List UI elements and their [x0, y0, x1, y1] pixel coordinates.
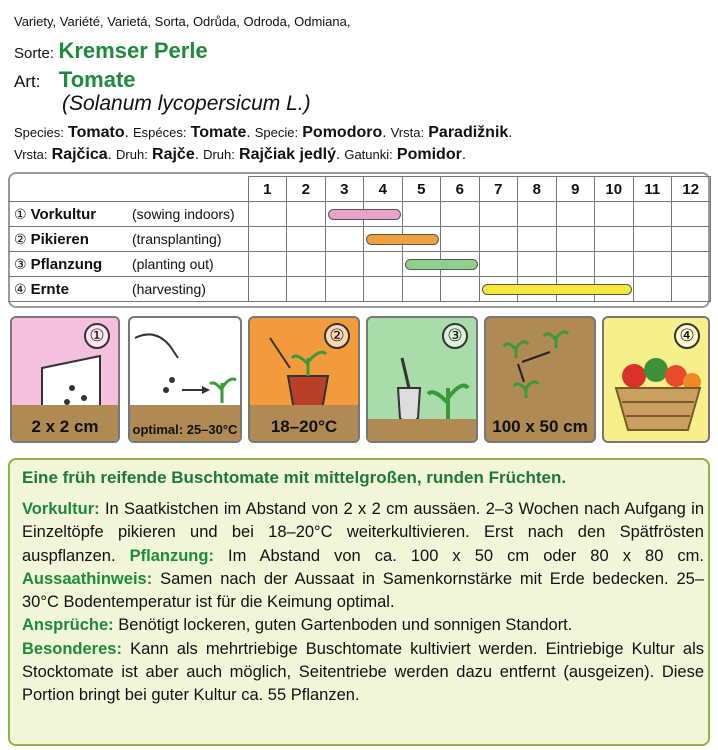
month-cell	[633, 202, 672, 227]
month-cell	[325, 252, 364, 277]
month-cell	[287, 202, 326, 227]
spacing-plants-icon	[486, 318, 596, 413]
month-label: 11	[633, 177, 672, 202]
art-row	[14, 67, 136, 93]
month-cell	[287, 277, 326, 302]
step-name-en: (sowing indoors)	[132, 205, 235, 222]
calendar-header-row	[8, 177, 710, 202]
month-cell	[325, 277, 364, 302]
species-label: Vrsta:	[14, 147, 48, 162]
month-label: 3	[325, 177, 364, 202]
month-cell	[402, 277, 441, 302]
period-bar	[366, 234, 439, 245]
step-number: ③	[14, 255, 27, 272]
panel-harvest	[602, 316, 710, 443]
calendar-row	[8, 227, 710, 252]
month-label: 7	[479, 177, 518, 202]
month-label: 1	[248, 177, 287, 202]
pflanzung-label: Pflanzung:	[129, 546, 214, 565]
species-value: Rajče	[152, 146, 195, 163]
month-label: 2	[287, 177, 326, 202]
species-value: Tomate	[190, 124, 247, 141]
panel-sowing	[10, 316, 120, 443]
besonderes-label: Besonderes:	[22, 639, 122, 658]
period-bar	[405, 259, 478, 270]
step-name-de: Pikieren	[30, 230, 89, 248]
month-cell	[441, 277, 480, 302]
month-cell	[402, 202, 441, 227]
species-value: Tomato	[68, 124, 125, 141]
sorte-row	[14, 38, 208, 64]
month-cell	[248, 227, 287, 252]
panel-spacing-text: 100 x 50 cm	[486, 417, 594, 437]
calendar-row	[8, 252, 710, 277]
step-name-en: (harvesting)	[132, 280, 206, 297]
species-line-1: Species: Tomato. Espéces: Tomate. Specie: Pomodoro. Vrsta: Paradižnik.	[14, 124, 513, 141]
month-cell	[595, 202, 634, 227]
species-label: Gatunki:	[344, 147, 393, 162]
calendar-corner	[8, 177, 248, 202]
month-cell	[672, 227, 711, 252]
calendar-row-label	[8, 277, 248, 302]
ansprueche-text: Benötigt lockeren, guten Gartenboden und sonnigen Standort.	[113, 616, 573, 635]
month-cell	[364, 252, 403, 277]
month-cell	[402, 252, 441, 277]
panel-spacing-text: 2 x 2 cm	[31, 417, 99, 436]
art-name: Tomate	[58, 67, 136, 92]
period-bar	[482, 284, 632, 295]
month-label: 10	[595, 177, 634, 202]
species-label: Druh:	[203, 147, 235, 162]
pflanzung-text: Im Abstand von ca. 100 x 50 cm oder 80 x 80 cm.	[213, 546, 705, 565]
soil	[368, 419, 476, 441]
month-cell	[556, 252, 595, 277]
species-value: Rajčica	[51, 146, 108, 163]
month-cell	[633, 277, 672, 302]
species-label: Espéces:	[132, 125, 187, 140]
variety-line: Variety, Variété, Varietá, Sorta, Odrůda, Odroda, Odmiana,	[14, 14, 351, 29]
sowing-calendar	[8, 176, 711, 302]
calendar-row-label	[8, 227, 248, 252]
ansprueche-label: Ansprüche:	[22, 616, 114, 635]
month-label: 4	[364, 177, 403, 202]
species-label: Specie:	[254, 125, 299, 140]
besonderes-text: Kann als mehrtriebige Buschtomate kultiviert werden. Eintriebige Kultur als Stocktomate ist aber auch möglich, Seitentriebe werden dazu entfernt (ausgeizen). Diese Portion bringt bei guter Kultur ca. 55 Pflanzen.	[22, 639, 704, 705]
calendar-row	[8, 277, 710, 302]
sorte-label: Sorte:	[14, 45, 55, 62]
period-bar	[328, 209, 401, 220]
month-cell	[287, 227, 326, 252]
species-value: Paradižnik	[428, 124, 509, 141]
month-cell	[364, 227, 403, 252]
description-title: Eine früh reifende Buschtomate mit mittelgroßen, runden Früchten.	[22, 468, 567, 487]
species-value: Pomidor	[396, 146, 462, 163]
month-cell	[479, 202, 518, 227]
month-cell	[556, 227, 595, 252]
month-cell	[672, 202, 711, 227]
panel-temperature-text: optimal: 25–30°C	[132, 422, 238, 437]
month-cell	[441, 227, 480, 252]
step-number: ③	[442, 323, 468, 349]
calendar-row	[8, 202, 710, 227]
month-cell	[595, 227, 634, 252]
month-label: 5	[402, 177, 441, 202]
month-cell	[633, 227, 672, 252]
species-label: Species:	[14, 125, 64, 140]
step-name-en: (transplanting)	[132, 230, 222, 247]
month-label: 8	[518, 177, 557, 202]
month-cell	[595, 252, 634, 277]
panel-pricking	[248, 316, 360, 443]
species-value: Pomodoro	[302, 124, 383, 141]
description-box	[8, 458, 710, 746]
month-cell	[556, 202, 595, 227]
step-number: ②	[324, 323, 350, 349]
step-number: ④	[14, 280, 27, 297]
month-cell	[518, 202, 557, 227]
step-number: ④	[674, 323, 700, 349]
month-cell	[248, 202, 287, 227]
vorkultur-label: Vorkultur:	[22, 500, 100, 518]
month-cell	[364, 277, 403, 302]
month-cell	[248, 277, 287, 302]
step-number: ②	[14, 230, 27, 247]
month-cell	[441, 202, 480, 227]
month-cell	[518, 252, 557, 277]
month-cell	[672, 252, 711, 277]
month-label: 12	[672, 177, 711, 202]
step-name-de: Ernte	[30, 280, 69, 298]
month-cell	[479, 227, 518, 252]
step-number: ①	[14, 205, 27, 222]
variety-name: Kremser Perle	[58, 38, 208, 63]
aussaat-label: Aussaathinweis:	[22, 569, 153, 588]
month-cell	[325, 202, 364, 227]
calendar-row-label	[8, 202, 248, 227]
art-label: Art:	[14, 72, 41, 91]
panel-temperature-text: 18–20°C	[270, 417, 338, 436]
step-name-de: Vorkultur	[30, 205, 97, 223]
step-name-de: Pflanzung	[30, 255, 103, 273]
month-cell	[633, 252, 672, 277]
vorkultur-text: In Saatkistchen im Abstand von 2 x 2 cm aussäen. 2–3 Wochen nach Aufgang in Einzeltöpfe pikieren und bei 18–20°C weiterkultivieren. Erst nach den Spätfrösten auspflanzen.	[22, 500, 704, 565]
species-line-2: Vrsta: Rajčica. Druh: Rajče. Druh: Rajčiak jedlý. Gatunki: Pomidor.	[14, 146, 466, 163]
species-value: Rajčiak jedlý	[239, 146, 336, 163]
panel-germination	[128, 316, 242, 443]
calendar-row-label	[8, 252, 248, 277]
aussaat-text: Samen nach der Aussaat in Samenkornstärke mit Erde bedecken. 25–30°C Bodentemperatur ist für die Keimung optimal.	[22, 569, 704, 612]
month-label: 6	[441, 177, 480, 202]
month-label: 9	[556, 177, 595, 202]
month-cell	[479, 277, 518, 302]
panel-spacing	[484, 316, 596, 443]
step-number: ①	[84, 323, 110, 349]
month-cell	[325, 227, 364, 252]
step-name-en: (planting out)	[132, 255, 214, 272]
description-body	[22, 498, 704, 708]
month-cell	[287, 252, 326, 277]
month-cell	[518, 227, 557, 252]
month-cell	[479, 252, 518, 277]
month-cell	[672, 277, 711, 302]
panel-planting	[366, 316, 478, 443]
instruction-panels	[10, 316, 710, 444]
month-cell	[248, 252, 287, 277]
species-label: Druh:	[116, 147, 148, 162]
sowing-hand-icon	[130, 318, 242, 413]
species-label: Vrsta:	[390, 125, 425, 140]
latin-name: (Solanum lycopersicum L.)	[62, 92, 311, 115]
